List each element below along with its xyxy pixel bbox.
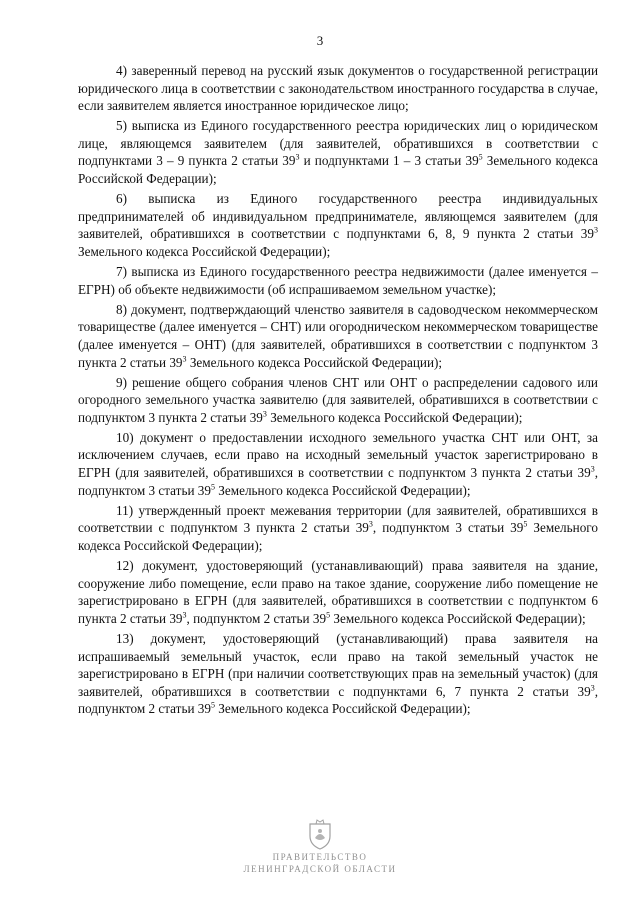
list-item: 4) заверенный перевод на русский язык документов о государственной регистрации юридического лица в соответствии с законодательством иностранного государства в случае, если заявителем является иностранное юридическое лицо; [78,63,598,114]
watermark-line-1: ПРАВИТЕЛЬСТВО [272,852,368,862]
government-watermark [0,818,640,874]
list-item: 12) документ, удостоверяющий (устанавливающий) права заявителя на здание, сооружение либо помещение, если право на такое здание, сооружение либо помещение не зарегистрировано в ЕГРН (для заявителей, обратившихся в соответствии с подпунктом 6 пункта 2 статьи $39^3$, подпунктом 2 статьи $39^5$ Земельного кодекса Российской Федерации); [78,558,598,626]
list-item: 8) документ, подтверждающий членство заявителя в садоводческом некоммерческом товариществе (далее именуется – СНТ) или огородническом некоммерческом товариществе (далее именуется – ОНТ) (для заявителей, обратившихся в соответствии с подпунктом 3 пункта 2 статьи $39^3$ Земельного кодекса Российской Федерации); [78,301,598,370]
coat-of-arms-icon [307,818,333,850]
list-item: 9) решение общего собрания членов СНТ или ОНТ о распределении садового или огородного земельного участка заявителю (для заявителей, обратившихся в соответствии с подпунктом 3 пункта 2 статьи $39^3$ Земельного кодекса Российской Федерации); [78,374,598,425]
list-item: 10) документ о предоставлении исходного земельного участка СНТ или ОНТ, за исключением случаев, если право на исходный земельный участок зарегистрировано в ЕГРН (для заявителей, обратившихся в соответствии с подпунктом 3 пункта 2 статьи $39^3$, подпунктом 3 статьи $39^5$ Земельного кодекса Российской Федерации); [78,429,598,498]
list-item: 13) документ, удостоверяющий (устанавливающий) права заявителя на испрашиваемый земельный участок, если право на такой земельный участок не зарегистрировано в ЕГРН (при наличии соответствующих прав на земельный участок) (для заявителей, обратившихся в соответствии с подпунктами 6, 7 пункта 2 статьи $39^3$, подпунктом 2 статьи $39^5$ Земельного кодекса Российской Федерации); [78,630,598,717]
page-number: 3 [316,33,324,48]
list-item: 6) выписка из Единого государственного реестра индивидуальных предпринимателей об индивидуальном предпринимателе, являющемся заявителем (для заявителей, обратившихся в соответствии с подпунктами 6, 8, 9 пункта 2 статьи $39^3$ Земельного кодекса Российской Федерации); [78,191,598,259]
document-body [78,62,598,720]
list-item: 11) утвержденный проект межевания территории (для заявителей, обратившихся в соответствии с подпунктом 3 пункта 2 статьи $39^3$, подпунктом 3 статьи $39^5$ Земельного кодекса Российской Федерации); [78,502,598,553]
list-item: 7) выписка из Единого государственного реестра недвижимости (далее именуется – ЕГРН) об объекте недвижимости (об испрашиваемом земельном участке); [78,264,598,297]
watermark-line-2: ЛЕНИНГРАДСКОЙ ОБЛАСТИ [243,864,397,874]
list-item: 5) выписка из Единого государственного реестра юридических лиц о юридическом лице, являющемся заявителем (для заявителей, обратившихся в соответствии с подпунктами 3 – 9 пункта 2 статьи $39^3$ и подпунктами 1 – 3 статьи $39^5$ Земельного кодекса Российской Федерации); [78,118,598,187]
